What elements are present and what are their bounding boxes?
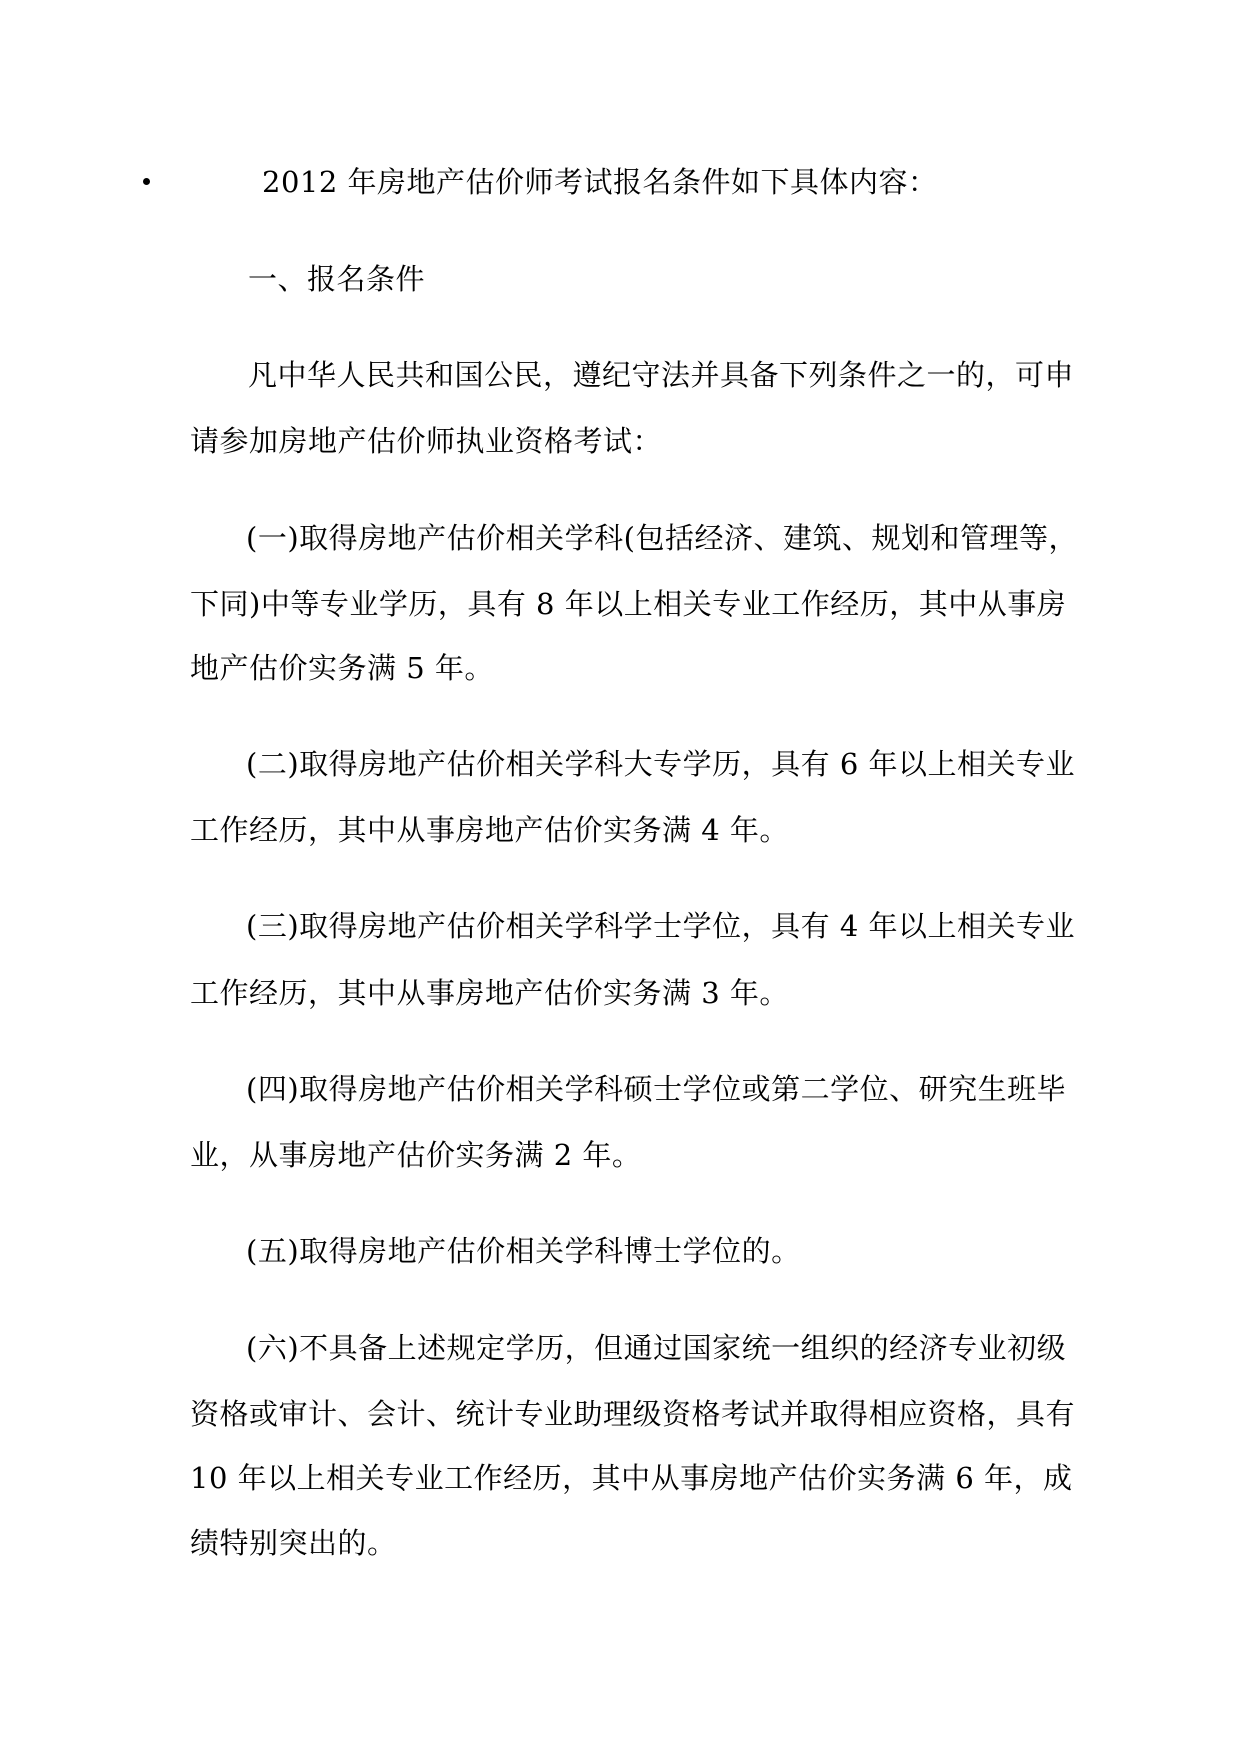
item-6-line-2: 资格或审计、会计、统计专业助理级资格考试并取得相应资格，具有 — [190, 1397, 1076, 1431]
bullet-icon — [143, 178, 150, 185]
item-6-line-1: (六)不具备上述规定学历，但通过国家统一组织的经济专业初级 — [246, 1331, 1067, 1365]
item-2-line-1: (二)取得房地产估价相关学科大专学历，具有 6 年以上相关专业 — [246, 747, 1076, 781]
section-heading: 一、报名条件 — [248, 262, 426, 296]
preamble-line-1: 凡中华人民共和国公民，遵纪守法并具备下列条件之一的，可申 — [248, 358, 1075, 392]
item-1-line-3: 地产估价实务满 5 年。 — [190, 651, 494, 685]
item-5-line-1: (五)取得房地产估价相关学科博士学位的。 — [246, 1234, 801, 1268]
item-3-line-1: (三)取得房地产估价相关学科学士学位，具有 4 年以上相关专业 — [246, 909, 1076, 943]
item-6-line-3: 10 年以上相关专业工作经历，其中从事房地产估价实务满 6 年，成 — [190, 1461, 1073, 1495]
item-4-line-2: 业，从事房地产估价实务满 2 年。 — [190, 1138, 642, 1172]
item-3-line-2: 工作经历，其中从事房地产估价实务满 3 年。 — [190, 976, 789, 1010]
item-1-line-1: (一)取得房地产估价相关学科(包括经济、建筑、规划和管理等， — [246, 521, 1078, 555]
preamble-line-2: 请参加房地产估价师执业资格考试： — [190, 424, 663, 458]
item-1-line-2: 下同)中等专业学历，具有 8 年以上相关专业工作经历，其中从事房 — [190, 587, 1067, 621]
item-6-line-4: 绩特别突出的。 — [190, 1526, 397, 1560]
item-4-line-1: (四)取得房地产估价相关学科硕士学位或第二学位、研究生班毕 — [246, 1072, 1067, 1106]
intro-text: 2012 年房地产估价师考试报名条件如下具体内容： — [262, 165, 938, 199]
item-2-line-2: 工作经历，其中从事房地产估价实务满 4 年。 — [190, 813, 789, 847]
